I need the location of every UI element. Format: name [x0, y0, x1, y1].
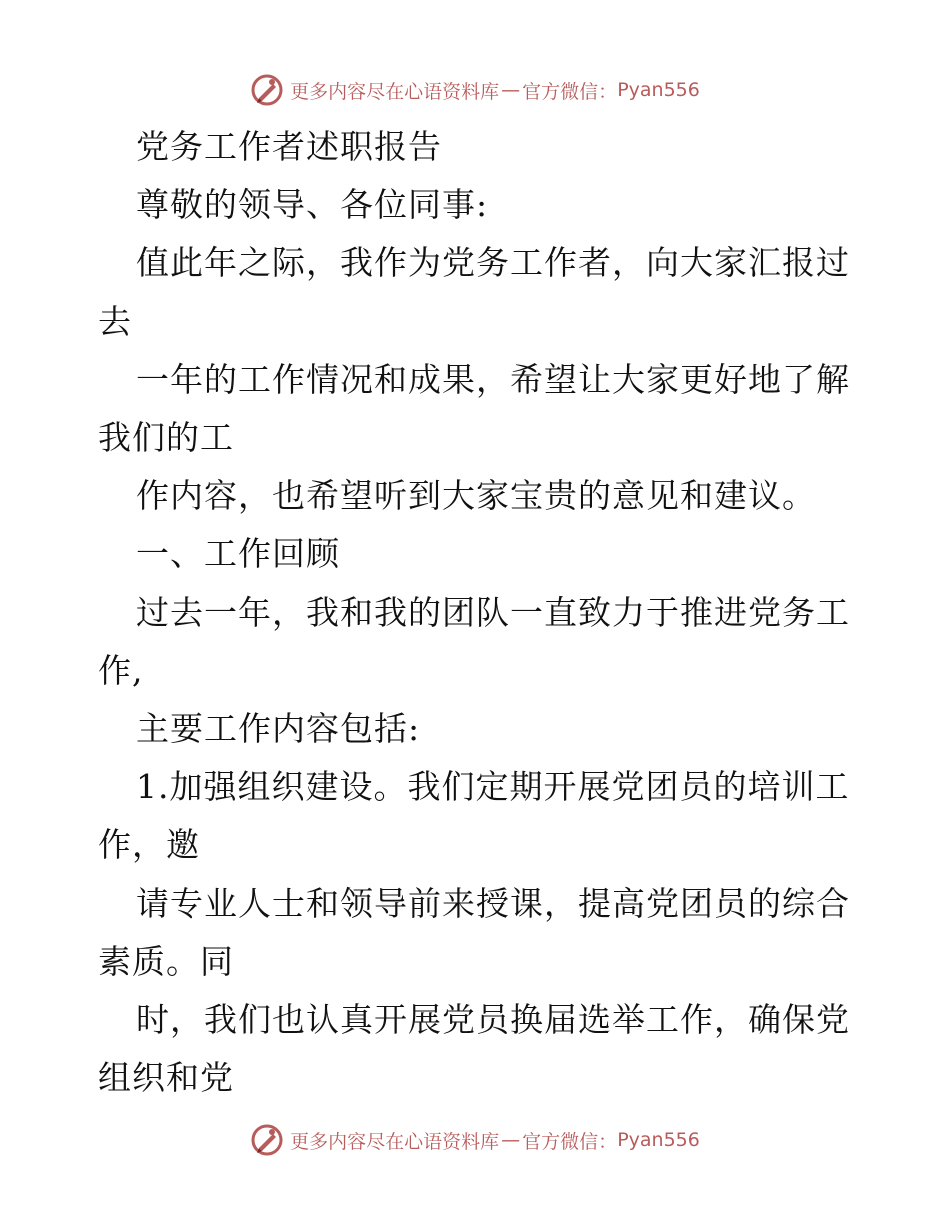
banner-separator: — — [501, 1129, 521, 1151]
paragraph-line: 作内容，也希望听到大家宝贵的意见和建议。 — [136, 476, 816, 516]
paragraph-line: 素质。同 — [98, 941, 234, 981]
paragraph-line: 去 — [98, 301, 132, 341]
banner-text: 更多内容尽在心语资料库 — [290, 1130, 500, 1153]
banner-wechat-id: Pyan556 — [617, 1129, 700, 1151]
banner-wechat-label: 官方微信： — [522, 1130, 618, 1153]
paragraph-line: 时，我们也认真开展党员换届选举工作，确保党 — [136, 1000, 850, 1040]
paragraph-line: 1.加强组织建设。我们定期开展党团员的培训工 — [136, 767, 850, 807]
document-title: 党务工作者述职报告 — [136, 127, 442, 166]
paragraph-line: 作, — [98, 650, 144, 690]
paragraph-line: 过去一年，我和我的团队一直致力于推进党务工 — [136, 592, 850, 632]
paragraph-line: 尊敬的领导、各位同事: — [136, 185, 489, 225]
footer-watermark — [0, 1120, 950, 1160]
paragraph-line: 我们的工 — [98, 418, 234, 458]
paragraph-line: 请专业人士和领导前来授课，提高党团员的综合 — [136, 883, 850, 923]
paragraph-line: 一年的工作情况和成果，希望让大家更好地了解 — [136, 359, 850, 399]
header-watermark — [0, 70, 950, 110]
paragraph-line: 作，邀 — [98, 825, 200, 865]
paragraph-line: 主要工作内容包括: — [136, 709, 421, 749]
document-body — [98, 118, 858, 1107]
banner-text: 更多内容尽在心语资料库 — [290, 80, 500, 103]
pen-logo-icon — [250, 1123, 284, 1157]
banner-separator: — — [501, 79, 521, 101]
banner-wechat-label: 官方微信： — [522, 80, 618, 103]
paragraph-line: 值此年之际，我作为党务工作者，向大家汇报过 — [136, 243, 850, 283]
section-heading: 一、工作回顾 — [136, 534, 340, 574]
banner-wechat-id: Pyan556 — [617, 79, 700, 101]
paragraph-line: 组织和党 — [98, 1058, 234, 1098]
pen-logo-icon — [250, 73, 284, 107]
